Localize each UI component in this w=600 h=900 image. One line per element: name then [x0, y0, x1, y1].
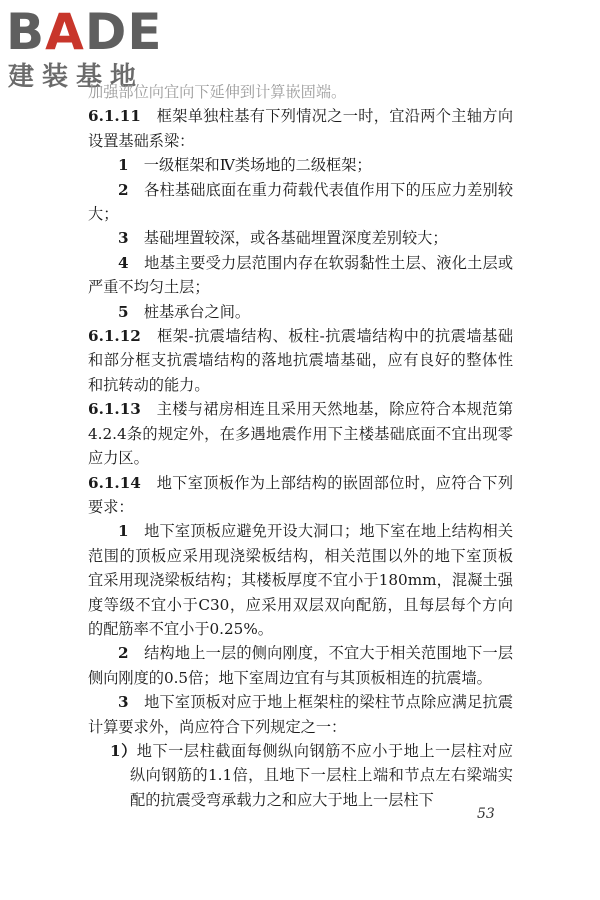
continued-text: [88, 80, 513, 104]
clause-6-1-14: [88, 471, 513, 520]
list-item: [88, 226, 513, 250]
item-text: 各柱基础底面在重力荷载代表值作用下的压应力差别较大；: [88, 180, 514, 224]
clause-text: 地下室顶板作为上部结构的嵌固部位时，应符合下列要求：: [88, 473, 514, 516]
item-number: 4: [118, 253, 129, 272]
clause-6-1-13: [88, 397, 513, 470]
sub-item-text: 地下一层柱截面每侧纵向钢筋不应小于地上一层柱对应纵向钢筋的1.1倍，且地下一层柱上端和节点左右梁端实配的抗震受弯承载力之和应大于地上一层柱下: [130, 741, 513, 809]
clause-text: 框架单独柱基有下列情况之一时，宜沿两个主轴方向设置基础系梁：: [88, 107, 514, 150]
item-number: 5: [118, 302, 129, 321]
clause-number: 6.1.11: [88, 107, 141, 126]
item-text: 基础埋置较深，或各基础埋置深度差别较大；: [143, 229, 448, 248]
list-item: [88, 641, 513, 690]
item-text: 结构地上一层的侧向刚度，不宜大于相关范围地下一层侧向刚度的0.5倍；地下室周边宜有与其顶板相连的抗震墙。: [88, 644, 514, 687]
item-number: 1: [118, 522, 129, 541]
document-body: [88, 80, 513, 812]
list-item: [88, 519, 513, 641]
item-text: 一级框架和Ⅳ类场地的二级框架；: [143, 156, 372, 175]
clause-text: 主楼与裙房相连且采用天然地基，除应符合本规范第4.2.4条的规定外，在多遇地震作用下主楼基础底面不宜出现零应力区。: [88, 400, 514, 468]
logo-letters-de: DE: [84, 3, 163, 61]
list-item: [88, 300, 513, 324]
item-number: 2: [118, 180, 129, 199]
item-text: 地下室顶板对应于地上框架柱的梁柱节点除应满足抗震计算要求外，尚应符合下列规定之一：: [88, 693, 514, 736]
logo-letter-a: A: [45, 3, 85, 61]
item-number: 3: [118, 693, 129, 712]
clause-text: 框架-抗震墙结构、板柱-抗震墙结构中的抗震墙基础和部分框支抗震墙结构的落地抗震墙基础，应有良好的整体性和抗转动的能力。: [88, 327, 514, 394]
clause-6-1-11: [88, 104, 513, 153]
clause-6-1-12: [88, 324, 513, 397]
logo-letter-b: B: [6, 3, 46, 61]
sub-item: [88, 739, 513, 812]
list-item: [88, 251, 513, 300]
item-text: 桩基承台之间。: [143, 302, 251, 321]
item-number: 3: [118, 229, 129, 248]
clause-number: 6.1.12: [88, 327, 141, 346]
item-number: 2: [118, 644, 129, 663]
clause-number: 6.1.14: [88, 473, 141, 492]
item-text: 地基主要受力层范围内存在软弱黏性土层、液化土层或严重不均匀土层；: [88, 253, 514, 297]
clause-number: 6.1.13: [88, 400, 141, 419]
sub-item-number: 1）: [110, 741, 137, 760]
list-item: [88, 178, 513, 227]
list-item: [88, 690, 513, 739]
item-number: 1: [118, 156, 129, 175]
logo-subtitle: 建装基地: [8, 62, 145, 92]
continued-text-content: 加强部位向宜向下延伸到计算嵌固端。: [88, 83, 347, 101]
logo-wordmark: [6, 4, 163, 60]
page-number: 53: [477, 806, 495, 822]
item-text: 地下室顶板应避免开设大洞口；地下室在地上结构相关范围的顶板应采用现浇梁板结构，相关范围以外的地下室顶板宜采用现浇梁板结构；其楼板厚度不宜小于180mm，混凝土强度等级不宜小于C30，应采用双层双向配筋，且每层每个方向的配筋率不宜小于0.25%。: [88, 522, 514, 638]
list-item: [88, 153, 513, 177]
